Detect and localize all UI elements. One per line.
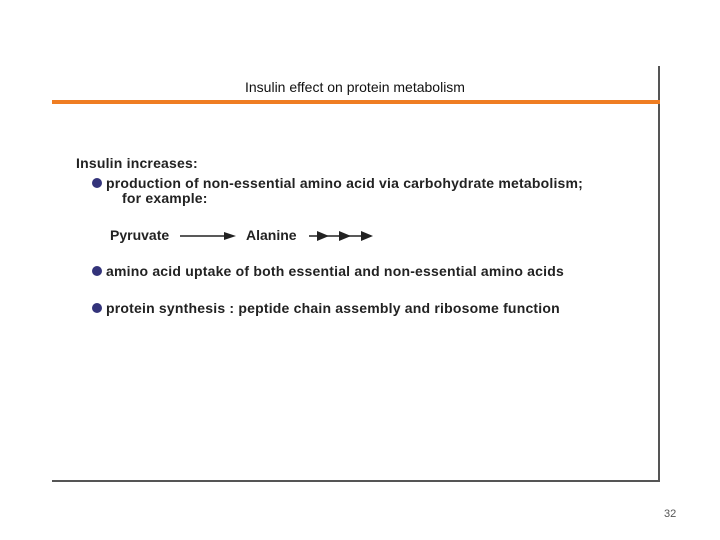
right-arrow-icon — [180, 230, 238, 242]
pathway-alanine: Alanine — [246, 227, 297, 243]
insulin-heading: Insulin increases: — [76, 155, 198, 171]
bullet-protein-synthesis — [92, 300, 560, 316]
title-rule — [52, 100, 660, 104]
bullet-text: protein synthesis : peptide chain assembly and ribosome function — [106, 300, 560, 316]
bullet-icon — [92, 178, 102, 188]
bullet-text: amino acid uptake of both essential and non-essential amino acids — [106, 263, 564, 279]
page-number: 32 — [664, 508, 677, 520]
pathway-pyruvate: Pyruvate — [110, 227, 170, 243]
bullet-text: production of non-essential amino acid via carbohydrate metabolism; — [106, 175, 584, 191]
bullet-amino-uptake — [92, 263, 564, 279]
double-right-arrow-icon — [309, 230, 375, 242]
pathway-diagram — [110, 227, 410, 245]
for-example-label: for example: — [122, 190, 208, 206]
slide-title: Insulin effect on protein metabolism — [245, 79, 465, 95]
bullet-icon — [92, 266, 102, 276]
bullet-production — [92, 175, 583, 191]
bullet-icon — [92, 303, 102, 313]
